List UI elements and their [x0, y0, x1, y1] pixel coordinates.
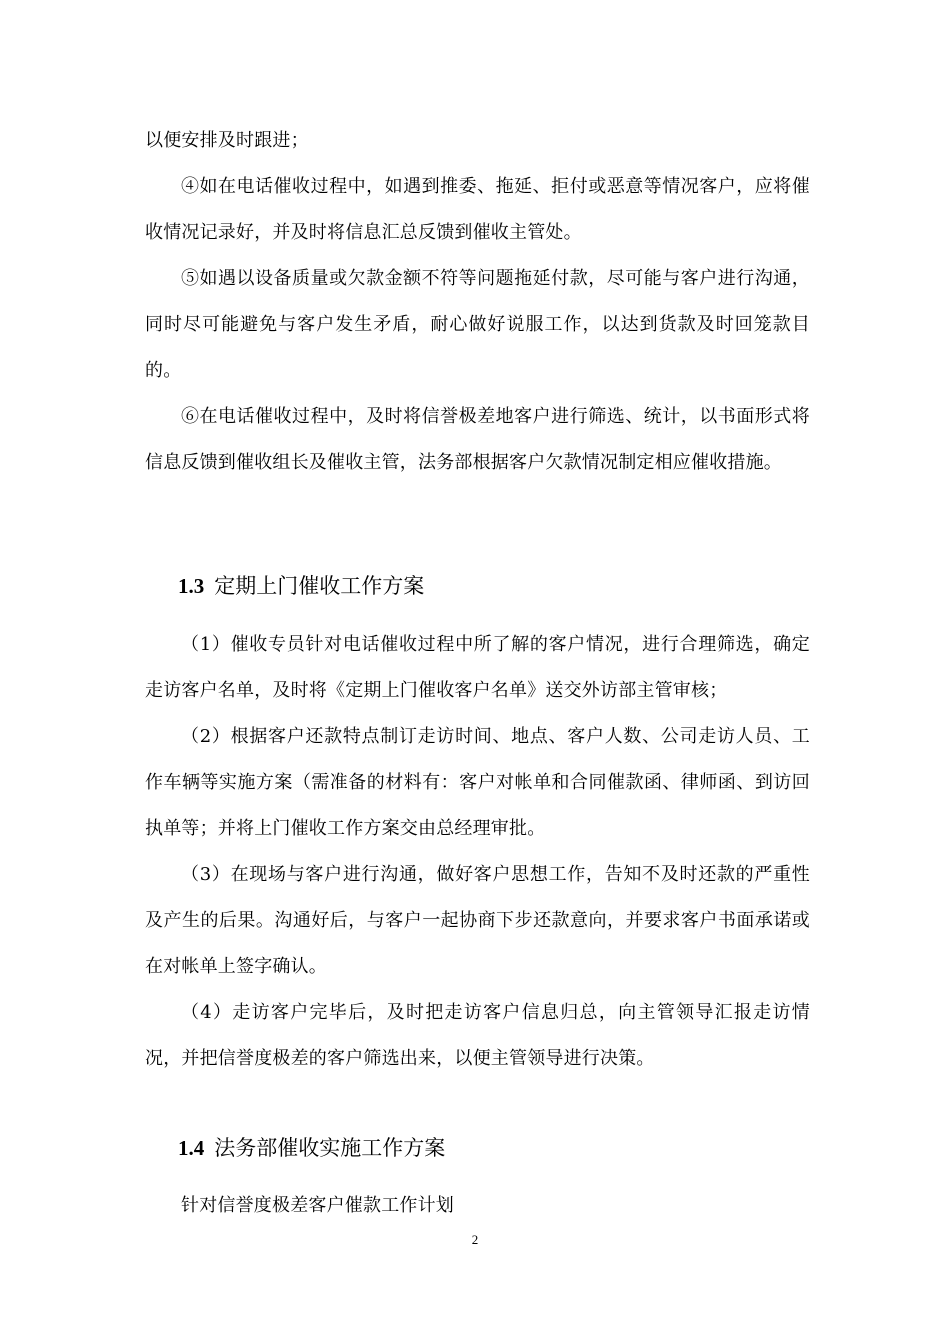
paragraph-item-4: ④如在电话催收过程中，如遇到推委、拖延、拒付或恶意等情况客户，应将催收情况记录好，并及时将信息汇总反馈到催收主管处。 — [145, 176, 810, 243]
section-number: 1.4 — [178, 1136, 205, 1160]
paragraph-item-5: ⑤如遇以设备质量或欠款金额不符等问题拖延付款，尽可能与客户进行沟通，同时尽可能避免与客户发生矛盾，耐心做好说服工作，以达到货款及时回笼款目的。 — [145, 268, 810, 381]
section-title: 法务部催收实施工作方案 — [214, 1136, 446, 1160]
paragraph-item-6: ⑥在电话催收过程中，及时将信誉极差地客户进行筛选、统计，以书面形式将信息反馈到催收组长及催收主管，法务部根据客户欠款情况制定相应催收措施。 — [145, 406, 810, 473]
page-number: 2 — [471, 1232, 479, 1247]
section-heading-1-3 — [178, 571, 424, 601]
paragraph-step-4: （4）走访客户完毕后，及时把走访客户信息归总，向主管领导汇报走访情况，并把信誉度极差的客户筛选出来，以便主管领导进行决策。 — [145, 1002, 810, 1069]
paragraph-step-2: （2）根据客户还款特点制订走访时间、地点、客户人数、公司走访人员、工作车辆等实施方案（需准备的材料有：客户对帐单和合同催款函、律师函、到访回执单等；并将上门催收工作方案交由总经理审批。 — [145, 726, 810, 839]
paragraph-plan: 针对信誉度极差客户催款工作计划 — [181, 1195, 454, 1216]
section-number: 1.3 — [178, 574, 205, 598]
paragraph-continued: 以便安排及时跟进； — [145, 130, 309, 151]
section-title: 定期上门催收工作方案 — [214, 574, 425, 598]
paragraph-step-3: （3）在现场与客户进行沟通，做好客户思想工作，告知不及时还款的严重性及产生的后果。沟通好后，与客户一起协商下步还款意向，并要求客户书面承诺或在对帐单上签字确认。 — [145, 864, 810, 977]
section-heading-1-4 — [178, 1133, 445, 1163]
paragraph-step-1: （1）催收专员针对电话催收过程中所了解的客户情况，进行合理筛选，确定走访客户名单，及时将《定期上门催收客户名单》送交外访部主管审核； — [145, 634, 810, 701]
